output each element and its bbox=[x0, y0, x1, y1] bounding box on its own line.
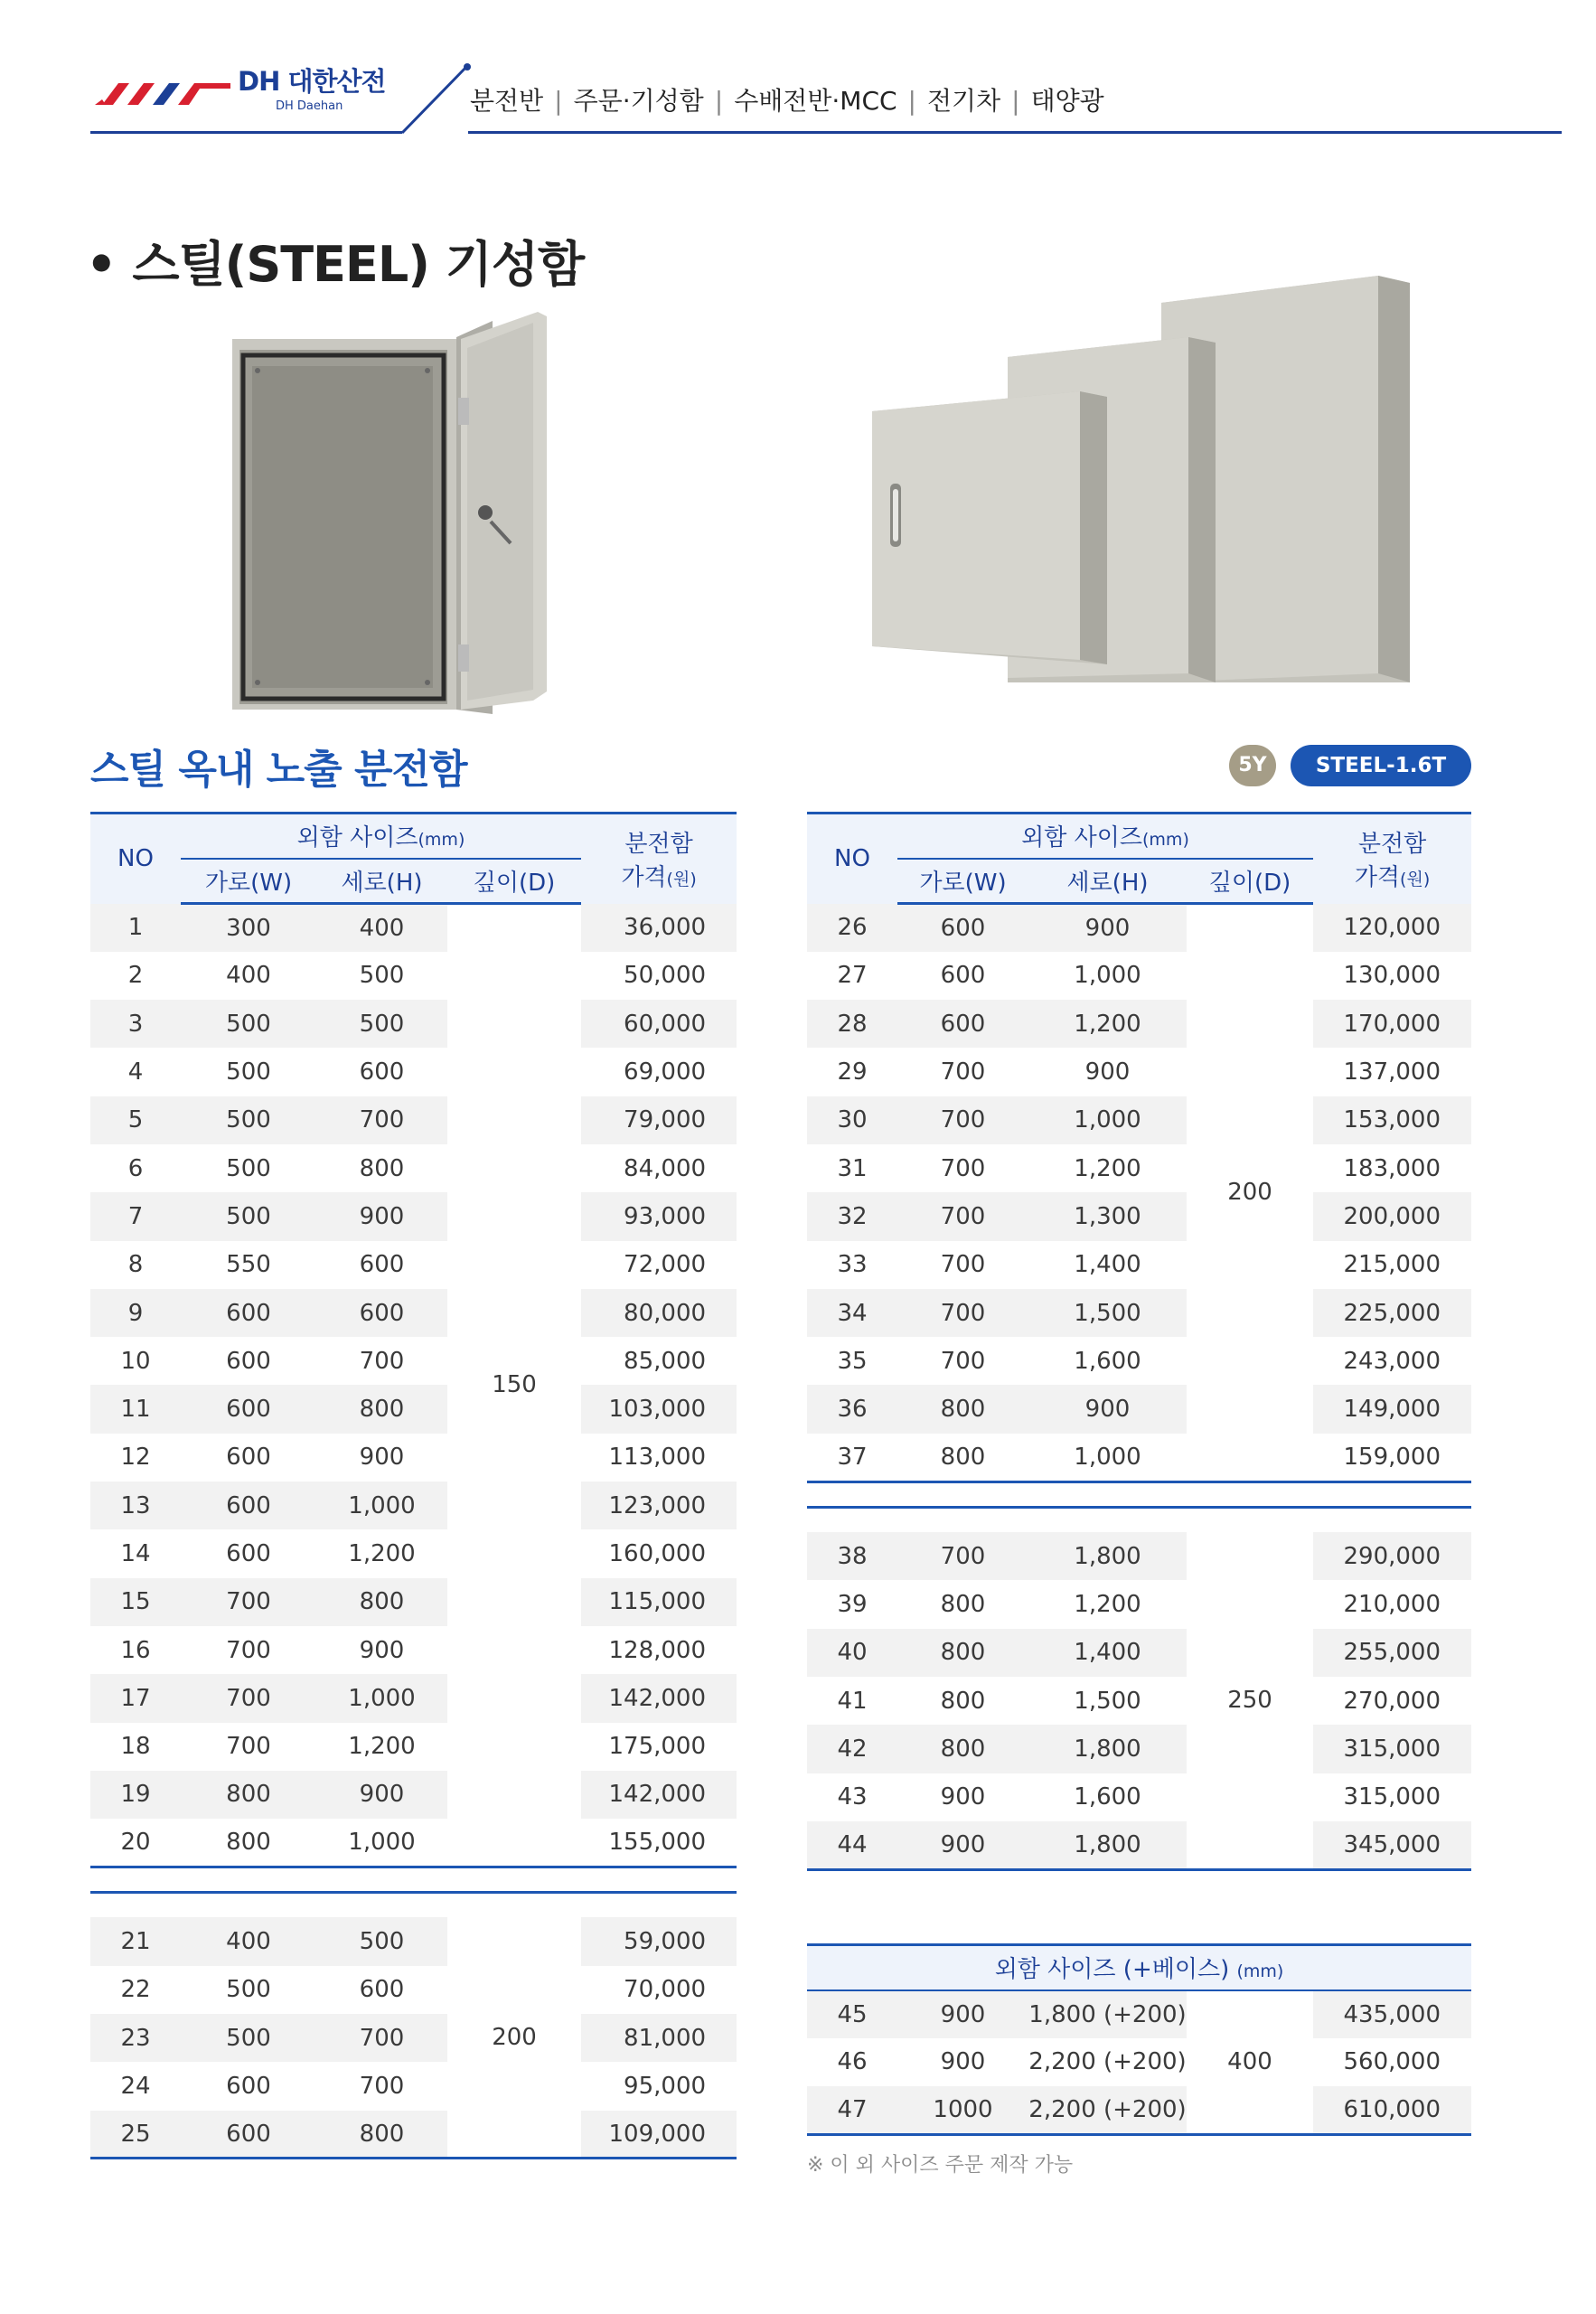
brand-logo[interactable] bbox=[95, 61, 393, 116]
cell-price: 109,000 bbox=[581, 2111, 737, 2159]
cell-price: 93,000 bbox=[581, 1192, 737, 1240]
cell-price: 210,000 bbox=[1343, 1591, 1441, 1618]
cell-price: 69,000 bbox=[624, 1058, 707, 1086]
col-header-width: 가로(W) bbox=[181, 859, 316, 904]
col-header-base-size: 외함 사이즈 (+베이스) (mm) bbox=[807, 1945, 1471, 1990]
table-row bbox=[90, 1529, 737, 1577]
group-divider bbox=[90, 1892, 737, 1917]
cell-no: 14 bbox=[120, 1540, 151, 1567]
cell-width: 700 bbox=[940, 1058, 986, 1086]
cell-width: 700 bbox=[226, 1636, 271, 1664]
table-row bbox=[807, 1677, 1471, 1725]
col-header-height: 세로(H) bbox=[316, 859, 447, 904]
nav-item-custom-box[interactable]: 주문·기성함 bbox=[573, 86, 704, 116]
col-header-price: 분전함 가격(원) bbox=[581, 814, 737, 904]
cell-width: 800 bbox=[897, 1629, 1028, 1677]
cell-width: 700 bbox=[226, 1733, 271, 1761]
closed-enclosures-photo bbox=[863, 276, 1410, 682]
cell-no: 20 bbox=[120, 1829, 151, 1857]
cell-no: 8 bbox=[127, 1251, 144, 1279]
price-table-right bbox=[807, 812, 1471, 1871]
cell-price: 113,000 bbox=[608, 1444, 707, 1472]
table-row bbox=[807, 1192, 1471, 1240]
cell-no: 4 bbox=[127, 1058, 144, 1086]
cell-price: 103,000 bbox=[581, 1385, 737, 1433]
col-header-depth: 깊이(D) bbox=[1187, 859, 1313, 904]
cell-no: 9 bbox=[90, 1289, 181, 1337]
cell-height: 1,600 bbox=[1074, 1347, 1141, 1375]
cell-no: 19 bbox=[90, 1771, 181, 1819]
cell-height: 1,000 bbox=[1074, 1443, 1141, 1471]
table-row bbox=[90, 1626, 737, 1674]
cell-height: 1,200 bbox=[1028, 1000, 1187, 1048]
table-row bbox=[807, 1532, 1471, 1580]
table-row bbox=[90, 1819, 737, 1867]
table-row bbox=[90, 1578, 737, 1626]
cell-height: 1,800 bbox=[1028, 1725, 1187, 1773]
cell-height: 1,600 bbox=[1074, 1783, 1141, 1811]
cell-width: 700 bbox=[940, 1251, 986, 1279]
table-row bbox=[807, 2038, 1471, 2086]
warranty-badge: 5Y bbox=[1229, 745, 1276, 786]
cell-no: 39 bbox=[837, 1591, 868, 1618]
cell-price: 560,000 bbox=[1343, 2048, 1441, 2076]
cell-height: 1,000 bbox=[316, 1482, 447, 1529]
nav-item-panelboard[interactable]: 분전반 bbox=[470, 86, 544, 116]
cell-price: 123,000 bbox=[581, 1482, 737, 1529]
open-enclosure-photo bbox=[230, 312, 547, 714]
cell-height: 900 bbox=[1028, 1385, 1187, 1433]
table-row bbox=[90, 1723, 737, 1771]
cell-width: 800 bbox=[181, 1771, 316, 1819]
cell-height: 800 bbox=[316, 1385, 447, 1433]
cell-height: 700 bbox=[316, 1096, 447, 1144]
table-row bbox=[807, 1048, 1471, 1096]
cell-height: 900 bbox=[316, 1192, 447, 1240]
table-row bbox=[90, 1096, 737, 1144]
table-row bbox=[90, 1771, 737, 1819]
col-header-no: NO bbox=[807, 814, 897, 904]
col-header-size: 외함 사이즈(mm) bbox=[897, 814, 1313, 859]
table-row bbox=[90, 1144, 737, 1192]
cell-height: 1,300 bbox=[1028, 1192, 1187, 1240]
cell-depth: 200 bbox=[447, 1917, 581, 2158]
cell-height: 500 bbox=[316, 1000, 447, 1048]
table-row bbox=[90, 952, 737, 1000]
cell-width: 500 bbox=[226, 1154, 271, 1182]
cell-width: 700 bbox=[897, 1096, 1028, 1144]
table-row bbox=[90, 2111, 737, 2159]
cell-width: 600 bbox=[226, 1347, 271, 1375]
cell-no: 31 bbox=[837, 1154, 868, 1182]
cell-width: 700 bbox=[897, 1192, 1028, 1240]
table-row bbox=[807, 1725, 1471, 1773]
cell-no: 43 bbox=[837, 1783, 868, 1811]
cell-width: 500 bbox=[226, 1976, 271, 2004]
table-row bbox=[807, 2086, 1471, 2134]
table-row bbox=[807, 1821, 1471, 1869]
cell-no: 25 bbox=[90, 2111, 181, 2159]
cell-width: 400 bbox=[181, 1917, 316, 1965]
table-row bbox=[90, 1337, 737, 1385]
cell-width: 800 bbox=[940, 1591, 986, 1618]
cell-width: 600 bbox=[897, 904, 1028, 952]
cell-price: 225,000 bbox=[1313, 1289, 1471, 1337]
cell-no: 21 bbox=[90, 1917, 181, 1965]
table-row bbox=[90, 2062, 737, 2110]
cell-height: 1,000 bbox=[1074, 962, 1141, 990]
col-header-height: 세로(H) bbox=[1028, 859, 1187, 904]
col-header-no: NO bbox=[90, 814, 181, 904]
cell-price: 59,000 bbox=[581, 1917, 737, 1965]
cell-price: 435,000 bbox=[1313, 1990, 1471, 2038]
cell-width: 800 bbox=[897, 1385, 1028, 1433]
cell-width: 900 bbox=[940, 1783, 986, 1811]
cell-width: 500 bbox=[226, 1058, 271, 1086]
cell-price: 142,000 bbox=[581, 1771, 737, 1819]
cell-price: 610,000 bbox=[1313, 2086, 1471, 2134]
custom-order-note: ※ 이 외 사이즈 주문 제작 가능 bbox=[807, 2154, 1074, 2177]
cell-price: 270,000 bbox=[1343, 1687, 1441, 1715]
cell-height: 1,500 bbox=[1028, 1289, 1187, 1337]
table-row bbox=[807, 1144, 1471, 1192]
logo-name: DH 대한산전 bbox=[238, 66, 386, 97]
cell-height: 900 bbox=[359, 1636, 405, 1664]
cell-width: 500 bbox=[181, 1096, 316, 1144]
cell-width: 700 bbox=[181, 1578, 316, 1626]
table-row bbox=[807, 1385, 1471, 1433]
cell-no: 30 bbox=[807, 1096, 897, 1144]
cell-price: 149,000 bbox=[1313, 1385, 1471, 1433]
cell-width: 600 bbox=[226, 1444, 271, 1472]
cell-no: 24 bbox=[120, 2072, 151, 2100]
cell-width: 600 bbox=[181, 2111, 316, 2159]
header-divider-left bbox=[90, 131, 402, 134]
cell-no: 45 bbox=[807, 1990, 897, 2038]
table-row bbox=[807, 1289, 1471, 1337]
cell-no: 29 bbox=[837, 1058, 868, 1086]
cell-no: 15 bbox=[90, 1578, 181, 1626]
cell-price: 72,000 bbox=[624, 1251, 707, 1279]
cell-no: 2 bbox=[127, 962, 144, 990]
cell-price: 215,000 bbox=[1343, 1251, 1441, 1279]
cell-height: 1,400 bbox=[1074, 1251, 1141, 1279]
cell-price: 142,000 bbox=[581, 1674, 737, 1722]
cell-width: 700 bbox=[940, 1347, 986, 1375]
cell-price: 200,000 bbox=[1313, 1192, 1471, 1240]
table-row bbox=[807, 1000, 1471, 1048]
cell-height: 2,200 (+200) bbox=[1028, 2048, 1187, 2076]
nav-item-solar[interactable]: 태양광 bbox=[1030, 86, 1104, 116]
cell-no: 22 bbox=[120, 1976, 151, 2004]
cell-height: 500 bbox=[316, 1917, 447, 1965]
cell-depth: 400 bbox=[1187, 1990, 1313, 2135]
cell-width: 700 bbox=[940, 1154, 986, 1182]
cell-price: 153,000 bbox=[1313, 1096, 1471, 1144]
cell-no: 41 bbox=[837, 1687, 868, 1715]
cell-no: 37 bbox=[837, 1443, 868, 1471]
cell-width: 600 bbox=[226, 1540, 271, 1567]
cell-height: 600 bbox=[359, 1976, 405, 2004]
cell-height: 800 bbox=[359, 1154, 405, 1182]
cell-no: 36 bbox=[807, 1385, 897, 1433]
table-row bbox=[90, 1192, 737, 1240]
cell-width: 800 bbox=[940, 1443, 986, 1471]
cell-no: 11 bbox=[90, 1385, 181, 1433]
cell-no: 32 bbox=[807, 1192, 897, 1240]
logo-subtitle: DH Daehan bbox=[276, 99, 343, 113]
cell-no: 16 bbox=[120, 1636, 151, 1664]
cell-height: 600 bbox=[359, 1251, 405, 1279]
cell-width: 900 bbox=[897, 1990, 1028, 2038]
cell-width: 300 bbox=[181, 904, 316, 952]
cell-width: 600 bbox=[181, 1385, 316, 1433]
col-header-width: 가로(W) bbox=[897, 859, 1028, 904]
cell-width: 700 bbox=[897, 1289, 1028, 1337]
cell-depth: 150 bbox=[447, 904, 581, 1867]
cell-no: 34 bbox=[807, 1289, 897, 1337]
cell-width: 900 bbox=[940, 2048, 986, 2076]
price-table-base bbox=[807, 1943, 1471, 2136]
cell-price: 175,000 bbox=[608, 1733, 707, 1761]
cell-no: 26 bbox=[807, 904, 897, 952]
cell-height: 700 bbox=[359, 2072, 405, 2100]
cell-no: 28 bbox=[807, 1000, 897, 1048]
cell-height: 800 bbox=[316, 1578, 447, 1626]
cell-height: 1,200 bbox=[1074, 1591, 1141, 1618]
cell-price: 80,000 bbox=[581, 1289, 737, 1337]
cell-width: 700 bbox=[897, 1532, 1028, 1580]
cell-height: 1,800 bbox=[1028, 1821, 1187, 1869]
table-row bbox=[807, 1434, 1471, 1482]
cell-price: 115,000 bbox=[581, 1578, 737, 1626]
cell-height: 1,000 bbox=[316, 1674, 447, 1722]
cell-price: 159,000 bbox=[1343, 1443, 1441, 1471]
cell-no: 46 bbox=[837, 2048, 868, 2076]
table-row bbox=[90, 1241, 737, 1289]
cell-price: 160,000 bbox=[608, 1540, 707, 1567]
cell-height: 1,800 (+200) bbox=[1028, 1990, 1187, 2038]
cell-no: 18 bbox=[120, 1733, 151, 1761]
cell-height: 800 bbox=[316, 2111, 447, 2159]
cell-no: 47 bbox=[807, 2086, 897, 2134]
cell-height: 900 bbox=[1028, 904, 1187, 952]
cell-width: 900 bbox=[897, 1821, 1028, 1869]
cell-height: 1,200 bbox=[348, 1733, 416, 1761]
table-row bbox=[90, 1674, 737, 1722]
cell-width: 600 bbox=[940, 962, 986, 990]
cell-price: 315,000 bbox=[1313, 1725, 1471, 1773]
cell-height: 2,200 (+200) bbox=[1028, 2086, 1187, 2134]
cell-no: 3 bbox=[90, 1000, 181, 1048]
group-divider bbox=[807, 1482, 1471, 1507]
cell-no: 35 bbox=[837, 1347, 868, 1375]
page-title: • 스틸(STEEL) 기성함 bbox=[86, 236, 585, 293]
cell-price: 183,000 bbox=[1343, 1154, 1441, 1182]
col-header-depth: 깊이(D) bbox=[447, 859, 581, 904]
cell-width: 550 bbox=[226, 1251, 271, 1279]
cell-price: 70,000 bbox=[624, 1976, 707, 2004]
cell-price: 36,000 bbox=[581, 904, 737, 952]
cell-no: 7 bbox=[90, 1192, 181, 1240]
nav-item-ev[interactable]: 전기차 bbox=[926, 86, 1001, 116]
table-row bbox=[90, 1434, 737, 1482]
cell-price: 60,000 bbox=[581, 1000, 737, 1048]
group-divider bbox=[90, 1867, 737, 1892]
logo-stripes-icon bbox=[95, 80, 230, 107]
cell-width: 800 bbox=[897, 1725, 1028, 1773]
table-row bbox=[90, 904, 737, 952]
cell-height: 1,200 bbox=[348, 1540, 416, 1567]
cell-depth: 200 bbox=[1187, 904, 1313, 1482]
cell-width: 500 bbox=[181, 1192, 316, 1240]
cell-price: 84,000 bbox=[624, 1154, 707, 1182]
table-row bbox=[807, 1773, 1471, 1821]
cell-no: 6 bbox=[127, 1154, 144, 1182]
cell-height: 900 bbox=[316, 1771, 447, 1819]
cell-price: 170,000 bbox=[1313, 1000, 1471, 1048]
cell-no: 10 bbox=[120, 1347, 151, 1375]
cell-width: 800 bbox=[940, 1687, 986, 1715]
table-row bbox=[807, 1990, 1471, 2038]
table-row bbox=[807, 1241, 1471, 1289]
cell-height: 1,400 bbox=[1028, 1629, 1187, 1677]
group-divider bbox=[807, 1507, 1471, 1532]
cell-height: 1,500 bbox=[1074, 1687, 1141, 1715]
price-table-left bbox=[90, 812, 737, 2159]
cell-height: 1,200 bbox=[1074, 1154, 1141, 1182]
cell-no: 12 bbox=[120, 1444, 151, 1472]
table-row bbox=[807, 1337, 1471, 1385]
cell-price: 79,000 bbox=[581, 1096, 737, 1144]
table-row bbox=[90, 1966, 737, 2014]
cell-width: 500 bbox=[181, 2014, 316, 2062]
cell-price: 315,000 bbox=[1343, 1783, 1441, 1811]
col-header-price: 분전함 가격(원) bbox=[1313, 814, 1471, 904]
cell-no: 40 bbox=[807, 1629, 897, 1677]
table-row bbox=[90, 1000, 737, 1048]
cell-height: 1,000 bbox=[1028, 1096, 1187, 1144]
cell-width: 600 bbox=[226, 2072, 271, 2100]
cell-height: 1,800 bbox=[1028, 1532, 1187, 1580]
cell-no: 13 bbox=[90, 1482, 181, 1529]
table-row bbox=[807, 904, 1471, 952]
cell-price: 130,000 bbox=[1343, 962, 1441, 990]
cell-width: 600 bbox=[181, 1482, 316, 1529]
cell-width: 600 bbox=[181, 1289, 316, 1337]
cell-price: 255,000 bbox=[1313, 1629, 1471, 1677]
table-row bbox=[90, 1289, 737, 1337]
cell-price: 345,000 bbox=[1313, 1821, 1471, 1869]
cell-width: 800 bbox=[226, 1829, 271, 1857]
cell-price: 50,000 bbox=[624, 962, 707, 990]
cell-height: 900 bbox=[1084, 1058, 1131, 1086]
cell-height: 600 bbox=[316, 1289, 447, 1337]
cell-width: 1000 bbox=[897, 2086, 1028, 2134]
cell-no: 5 bbox=[90, 1096, 181, 1144]
cell-no: 44 bbox=[807, 1821, 897, 1869]
cell-price: 95,000 bbox=[624, 2072, 707, 2100]
cell-height: 1,000 bbox=[348, 1829, 416, 1857]
cell-price: 290,000 bbox=[1313, 1532, 1471, 1580]
cell-price: 81,000 bbox=[581, 2014, 737, 2062]
cell-width: 500 bbox=[181, 1000, 316, 1048]
table-row bbox=[807, 952, 1471, 1000]
cell-price: 85,000 bbox=[624, 1347, 707, 1375]
cell-no: 38 bbox=[807, 1532, 897, 1580]
cell-no: 1 bbox=[90, 904, 181, 952]
table-row bbox=[90, 1482, 737, 1529]
top-nav: 분전반 | 주문·기성함 | 수배전반·MCC | 전기차 | 태양광 bbox=[470, 86, 1104, 116]
cell-width: 600 bbox=[897, 1000, 1028, 1048]
cell-width: 400 bbox=[226, 962, 271, 990]
cell-price: 155,000 bbox=[608, 1829, 707, 1857]
col-header-size: 외함 사이즈(mm) bbox=[181, 814, 581, 859]
cell-no: 42 bbox=[807, 1725, 897, 1773]
cell-price: 137,000 bbox=[1343, 1058, 1441, 1086]
material-badge: STEEL-1.6T bbox=[1291, 745, 1471, 786]
cell-no: 27 bbox=[837, 962, 868, 990]
cell-no: 33 bbox=[837, 1251, 868, 1279]
cell-width: 700 bbox=[181, 1674, 316, 1722]
cell-price: 120,000 bbox=[1313, 904, 1471, 952]
cell-height: 500 bbox=[359, 962, 405, 990]
table-row bbox=[807, 1580, 1471, 1628]
cell-no: 23 bbox=[90, 2014, 181, 2062]
table-row bbox=[90, 1048, 737, 1096]
cell-height: 400 bbox=[316, 904, 447, 952]
table-row bbox=[90, 2014, 737, 2062]
cell-depth: 250 bbox=[1187, 1532, 1313, 1869]
cell-height: 700 bbox=[316, 2014, 447, 2062]
cell-price: 128,000 bbox=[608, 1636, 707, 1664]
table-row bbox=[807, 1096, 1471, 1144]
table-row bbox=[90, 1385, 737, 1433]
table-row bbox=[807, 1629, 1471, 1677]
cell-price: 243,000 bbox=[1343, 1347, 1441, 1375]
cell-no: 17 bbox=[90, 1674, 181, 1722]
section-title: 스틸 옥내 노출 분전함 bbox=[90, 747, 467, 793]
table-row bbox=[90, 1917, 737, 1965]
nav-item-switchgear[interactable]: 수배전반·MCC bbox=[734, 86, 897, 116]
cell-height: 700 bbox=[359, 1347, 405, 1375]
cell-height: 600 bbox=[359, 1058, 405, 1086]
cell-height: 900 bbox=[359, 1444, 405, 1472]
header-divider-right bbox=[468, 131, 1562, 134]
